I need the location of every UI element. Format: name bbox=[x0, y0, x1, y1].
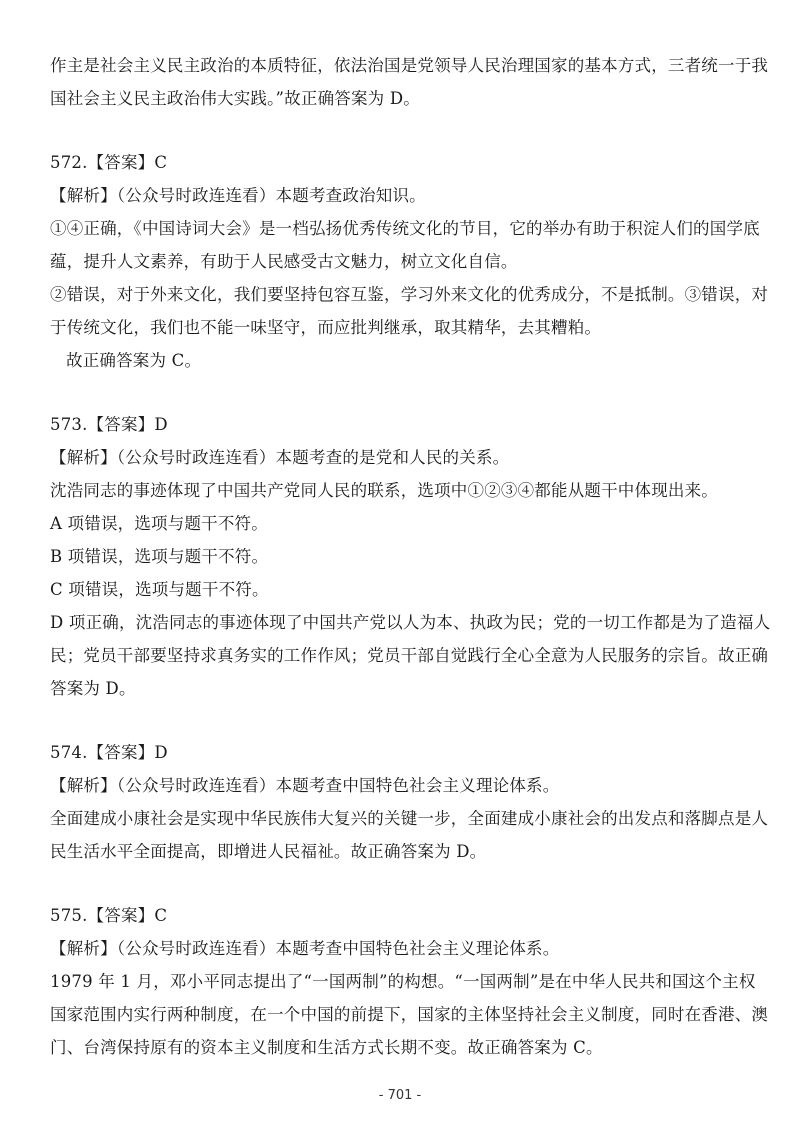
q572-analysis: 【解析】（公众号时政连连看）本题考查政治知识。 bbox=[50, 186, 426, 205]
q573-option-c: C 项错误，选项与题干不符。 bbox=[50, 580, 269, 599]
q572-answer: 572.【答案】C bbox=[50, 153, 168, 172]
q572-body-line-4: 于传统文化，我们也不能一味坚守，而应批判继承，取其精华，去其糟粕。 bbox=[50, 318, 602, 337]
q572-body-line-1: ①④正确，《中国诗词大会》是一档弘扬优秀传统文化的节目，它的举办有助于积淀人们的国学底 bbox=[50, 219, 760, 238]
q572-body-line-3: ②错误，对于外来文化，我们要坚持包容互鉴，学习外来文化的优秀成分，不是抵制。③错误，对 bbox=[50, 285, 769, 304]
q574-body-line-1: 全面建成小康社会是实现中华民族伟大复兴的关键一步，全面建成小康社会的出发点和落脚点是人 bbox=[50, 809, 769, 828]
q573-option-b: B 项错误，选项与题干不符。 bbox=[50, 547, 269, 566]
q573-answer: 573.【答案】D bbox=[50, 415, 168, 434]
q575-answer: 575.【答案】C bbox=[50, 906, 168, 925]
page-number: - 701 - bbox=[378, 1088, 422, 1103]
q575-body-line-3: 门、台湾保持原有的资本主义制度和生活方式长期不变。故正确答案为 C。 bbox=[50, 1038, 603, 1057]
q572-conclusion: 故正确答案为 C。 bbox=[66, 351, 202, 370]
intro-line-1: 作主是社会主义民主政治的本质特征，依法治国是党领导人民治理国家的基本方式，三者统一于我 bbox=[50, 56, 769, 75]
q574-analysis: 【解析】（公众号时政连连看）本题考查中国特色社会主义理论体系。 bbox=[50, 776, 560, 795]
q572-body-line-2: 蕴，提升人文素养，有助于人民感受古文魅力，树立文化自信。 bbox=[50, 252, 518, 271]
q573-option-d-line-1: D 项正确，沈浩同志的事迹体现了中国共产党以人为本、执政为民；党的一切工作都是为了造福人 bbox=[50, 613, 771, 632]
intro-line-2: 国社会主义民主政治伟大实践。”故正确答案为 D。 bbox=[50, 89, 420, 108]
q573-option-d-line-2: 民；党员干部要坚持求真务实的工作作风；党员干部自觉践行全心全意为人民服务的宗旨。故正确 bbox=[50, 646, 769, 665]
q574-answer: 574.【答案】D bbox=[50, 743, 168, 762]
q575-body-line-2: 国家范围内实行两种制度，在一个中国的前提下，国家的主体坚持社会主义制度，同时在香港、澳 bbox=[50, 1005, 769, 1024]
q573-option-a: A 项错误，选项与题干不符。 bbox=[50, 514, 268, 533]
q575-analysis: 【解析】（公众号时政连连看）本题考查中国特色社会主义理论体系。 bbox=[50, 939, 560, 958]
q575-body-line-1: 1979 年 1 月，邓小平同志提出了“一国两制”的构想。“一国两制”是在中华人民共和国这个主权 bbox=[50, 972, 756, 991]
q573-body-line-1: 沈浩同志的事迹体现了中国共产党同人民的联系，选项中①②③④都能从题干中体现出来。 bbox=[50, 481, 718, 500]
q573-option-d-line-3: 答案为 D。 bbox=[50, 679, 136, 698]
q573-analysis: 【解析】（公众号时政连连看）本题考查的是党和人民的关系。 bbox=[50, 448, 510, 467]
q574-body-line-2: 民生活水平全面提高，即增进人民福祉。故正确答案为 D。 bbox=[50, 842, 487, 861]
